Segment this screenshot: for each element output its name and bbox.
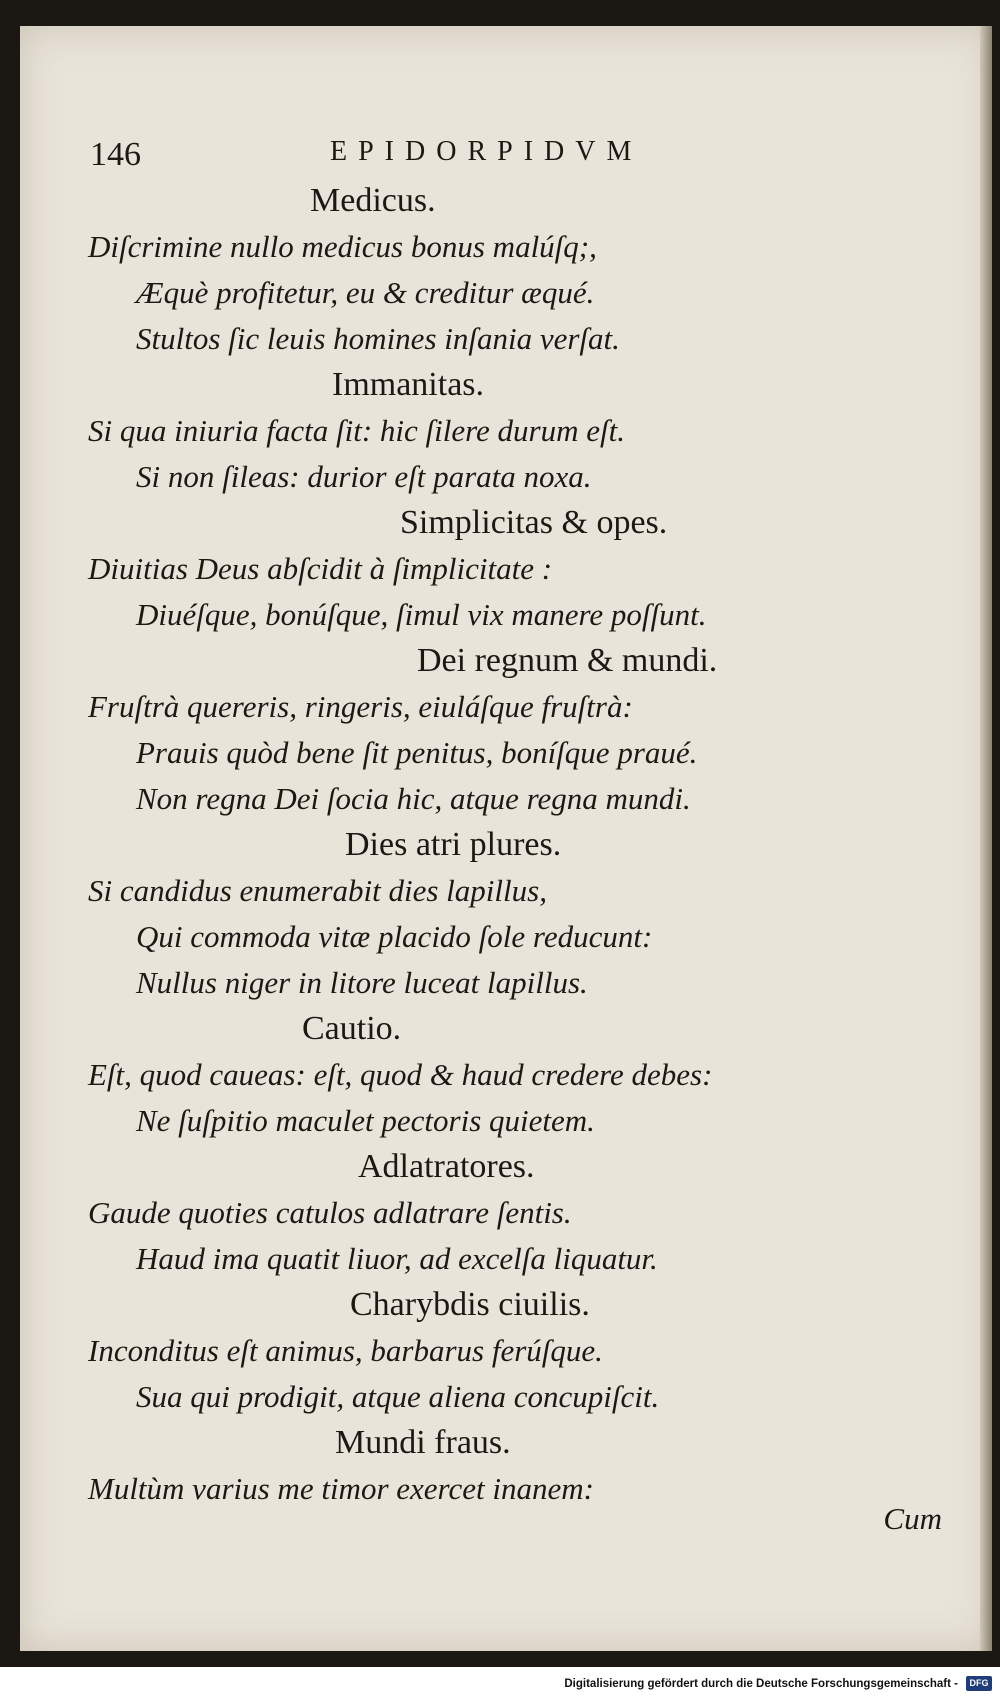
book-page bbox=[20, 26, 992, 1651]
section-heading: Medicus. bbox=[310, 182, 436, 219]
section-heading: Mundi fraus. bbox=[335, 1424, 511, 1461]
digitization-footer bbox=[0, 1667, 1000, 1697]
dfg-logo-icon: DFG bbox=[966, 1676, 992, 1691]
verse-line: Si qua iniuria facta ſit: hic ſilere durum eſt. bbox=[88, 413, 625, 448]
section-heading: Charybdis ciuilis. bbox=[350, 1286, 590, 1323]
verse-line: Eſt, quod caueas: eſt, quod & haud credere debes: bbox=[88, 1057, 713, 1092]
verse-line: Inconditus eſt animus, barbarus ferúſque. bbox=[88, 1333, 603, 1368]
verse-line: Ne ſuſpitio maculet pectoris quietem. bbox=[136, 1103, 595, 1138]
verse-line: Qui commoda vitæ placido ſole reducunt: bbox=[136, 919, 653, 954]
running-title: EPIDORPIDVM bbox=[330, 136, 643, 167]
verse-line: Haud ima quatit liuor, ad excelſa liquatur. bbox=[136, 1241, 658, 1276]
verse-line: Diſcrimine nullo medicus bonus malúſq;, bbox=[88, 229, 597, 264]
verse-line: Prauis quòd bene ſit penitus, boníſque praué. bbox=[136, 735, 698, 770]
page-header bbox=[20, 114, 992, 173]
verse-line: Non regna Dei ſocia hic, atque regna mundi. bbox=[136, 781, 691, 816]
verse-line: Si candidus enumerabit dies lapillus, bbox=[88, 873, 547, 908]
verse-line: Æquè profitetur, eu & creditur æqué. bbox=[136, 275, 595, 310]
catchword: Cum bbox=[883, 1501, 942, 1536]
text-block bbox=[20, 178, 992, 1512]
section-heading: Adlatratores. bbox=[358, 1148, 535, 1185]
verse-line: Sua qui prodigit, atque aliena concupiſcit. bbox=[136, 1379, 660, 1414]
verse-line: Nullus niger in litore luceat lapillus. bbox=[136, 965, 588, 1000]
verse-line: Diuéſque, bonúſque, ſimul vix manere poſſunt. bbox=[136, 597, 707, 632]
funding-credit: Digitalisierung gefördert durch die Deutsche Forschungsgemeinschaft - bbox=[564, 1678, 958, 1690]
section-heading: Dei regnum & mundi. bbox=[417, 642, 718, 679]
section-heading: Simplicitas & opes. bbox=[400, 504, 668, 541]
section-heading: Cautio. bbox=[302, 1010, 402, 1047]
verse-line: Stultos ſic leuis homines inſania verſat. bbox=[136, 321, 620, 356]
page-number: 146 bbox=[90, 136, 141, 173]
verse-line: Diuitias Deus abſcidit à ſimplicitate : bbox=[88, 551, 553, 586]
verse-line: Gaude quoties catulos adlatrare ſentis. bbox=[88, 1195, 572, 1230]
verse-line: Multùm varius me timor exercet inanem: bbox=[88, 1471, 594, 1506]
section-heading: Dies atri plures. bbox=[345, 826, 562, 863]
verse-line: Si non ſileas: durior eſt parata noxa. bbox=[136, 459, 592, 494]
verse-line: Fruſtrà quereris, ringeris, eiuláſque fruſtrà: bbox=[88, 689, 633, 724]
section-heading: Immanitas. bbox=[332, 366, 485, 403]
